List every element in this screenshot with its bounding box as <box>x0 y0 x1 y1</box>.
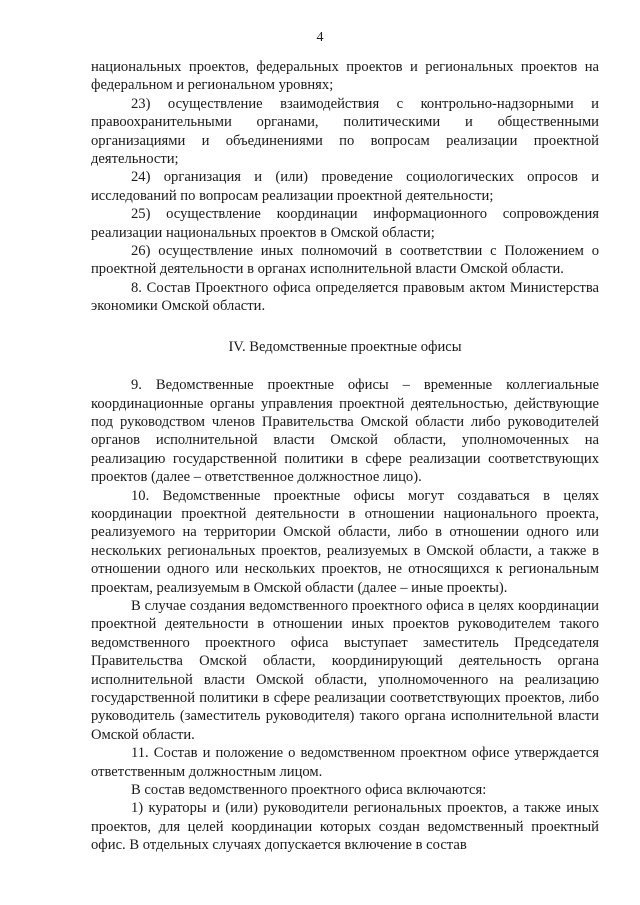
clause-11: 11. Состав и положение о ведомственном проектном офисе утверждается ответственным должностным лицом. <box>91 745 599 780</box>
page-number: 4 <box>316 30 324 45</box>
clause-8: 8. Состав Проектного офиса определяется правовым актом Министерства экономики Омской области. <box>91 279 599 315</box>
list-item-1: 1) кураторы и (или) руководители региональных проектов, а также иных проектов, для целей координации которых создан ведомственный проектный офис. В отдельных случаях допускается включение в состав <box>91 800 599 854</box>
clause-9: 9. Ведомственные проектные офисы – временные коллегиальные координационные органы управления проектной деятельностью, действующие под руководством членов Правительства Омской области либо руководителей органов исполнительной власти Омской области, уполномоченных на реализацию государственной политики в сфере реализации соответствующих проектов (далее – ответственное должностное лицо). <box>91 377 599 486</box>
document-body <box>91 58 599 855</box>
list-item-23: 23) осуществление взаимодействия с контрольно-надзорными и правоохранительными органами, политическими и общественными организациями и объединениями по вопросам реализации проектной деятельности; <box>91 95 599 168</box>
clause-10: 10. Ведомственные проектные офисы могут создаваться в целях координации проектной деятельности в отношении национального проекта, реализуемого на территории Омской области, либо в отношении одного или нескольких региональных проектов, реализуемых в Омской области, а также в отношении одного или нескольких проектов, не относящихся к региональным проектам, реализуемым в Омской области (далее – иные проекты). <box>91 487 599 596</box>
paragraph: В случае создания ведомственного проектного офиса в целях координации проектной деятельности в отношении иных проектов руководителем такого ведомственного проектного офиса выступает заместитель Председателя Правительства Омской области, координирующий деятельность органа исполнительной власти Омской области, уполномоченного на реализацию государственной политики в сфере реализации соответствующих проектов, либо руководитель (заместитель руководителя) такого органа исполнительной власти Омской области. <box>91 597 599 743</box>
list-item-25: 25) осуществление координации информационного сопровождения реализации национальных проектов в Омской области; <box>91 206 599 241</box>
section-heading: IV. Ведомственные проектные офисы <box>228 338 462 355</box>
list-item-24: 24) организация и (или) проведение социологических опросов и исследований по вопросам реализации проектной деятельности; <box>91 169 599 204</box>
paragraph: национальных проектов, федеральных проектов и региональных проектов на федеральном и региональном уровнях; <box>91 59 599 94</box>
paragraph: В состав ведомственного проектного офиса включаются: <box>131 782 487 799</box>
list-item-26: 26) осуществление иных полномочий в соответствии с Положением о проектной деятельности в органах исполнительной власти Омской области. <box>91 243 599 278</box>
